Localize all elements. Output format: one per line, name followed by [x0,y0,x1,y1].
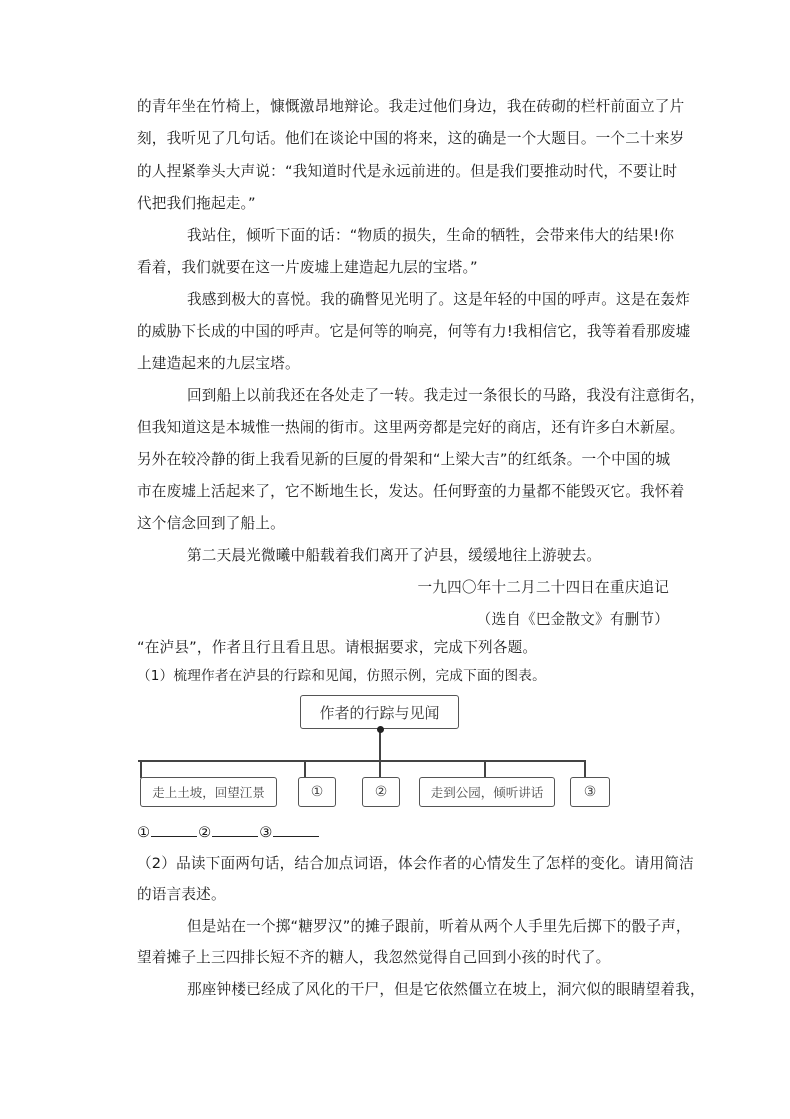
date-line: 一九四〇年十二月二十四日在重庆追记 [417,579,669,596]
diagram-drop-line [484,760,486,778]
diagram-box-example-2: 走到公园，倾听讲话 [419,777,555,807]
quote-1-line: 但是站在一个掷“糖罗汉”的摊子跟前，听着从两个人手里先后掷下的骰子声， [187,918,691,935]
diagram-box-example-1: 走上土坡，回望江景 [140,777,277,807]
passage-line: 这个信念回到了船上。 [137,515,285,532]
answer-blank-3[interactable] [273,822,319,837]
answer-blank-2[interactable] [212,822,258,837]
question-2-line: （2）品读下面两句话，结合加点词语，体会作者的心情发生了怎样的变化。请用简洁 [137,855,694,872]
passage-line: 第二天晨光微曦中船载着我们离开了泸县，缓缓地往上游驶去。 [187,547,602,564]
passage-line: 另外在较冷静的街上我看见新的巨厦的骨架和“上梁大吉”的红纸条。一个中国的城 [137,451,671,468]
passage-line: 的威胁下长成的中国的呼声。它是何等的响亮，何等有力!我相信它，我等着看那废墟 [137,323,691,340]
passage-line: 市在废墟上活起来了，它不断地生长，发达。任何野蛮的力量都不能毁灭它。我怀着 [137,483,685,500]
passage-line: 刻，我听见了几句话。他们在谈论中国的将来，这的确是一个大题目。一个二十来岁 [137,130,685,147]
passage-line: 我感到极大的喜悦。我的确瞥见光明了。这是年轻的中国的呼声。这是在轰炸 [187,291,690,308]
question-1: （1）梳理作者在泸县的行踪和见闻，仿照示例，完成下面的图表。 [137,668,546,684]
diagram-drop-line [379,760,381,778]
passage-line: 的人捏紧拳头大声说：“我知道时代是永远前进的。但是我们要推动时代，不要让时 [137,163,678,180]
answer-mark-2: ② [198,824,212,841]
diagram-trunk-line [379,729,381,761]
diagram-box-blank-1: ① [298,777,336,807]
passage-line: 我站住，倾听下面的话：“物质的损失，生命的牺牲，会带来伟大的结果!你 [187,227,675,244]
diagram-junction-dot [377,726,384,733]
passage-line: 的青年坐在竹椅上，慷慨激昂地辩论。我走过他们身边，我在砖砌的栏杆前面立了片 [137,98,685,115]
diagram-branch-line [138,760,586,762]
passage-line: 上建造起来的九层宝塔。 [137,355,300,372]
answer-mark-3: ③ [259,824,273,841]
question-2-line: 的语言表述。 [137,886,226,903]
itinerary-diagram [138,690,616,810]
answer-blank-1[interactable] [151,822,197,837]
diagram-box-blank-2: ② [362,777,400,807]
question-intro: “在泸县”，作者且行且看且思。请根据要求，完成下列各题。 [137,639,538,656]
quote-1-line: 望着摊子上三四排长短不齐的糖人，我忽然觉得自己回到小孩的时代了。 [137,949,611,966]
passage-line: 但我知道这是本城惟一热闹的街市。这里两旁都是完好的商店，还有许多白木新屋。 [137,419,685,436]
diagram-drop-line [584,760,586,778]
quote-2-line: 那座钟楼已经成了风化的干尸，但是它依然僵立在坡上，洞穴似的眼睛望着我， [187,981,705,998]
source-line: （选自《巴金散文》有删节） [476,611,669,628]
diagram-title-box: 作者的行踪与见闻 [300,695,459,729]
diagram-box-blank-3: ③ [570,777,610,807]
diagram-drop-line [304,760,306,778]
passage-line: 回到船上以前我还在各处走了一转。我走过一条很长的马路，我没有注意街名， [187,387,705,404]
passage-line: 看着，我们就要在这一片废墟上建造起九层的宝塔。” [137,259,478,276]
passage-line: 代把我们拖起走。” [137,195,256,212]
answer-mark-1: ① [137,824,151,841]
diagram-drop-line [140,760,142,778]
answer-blanks [137,822,320,843]
